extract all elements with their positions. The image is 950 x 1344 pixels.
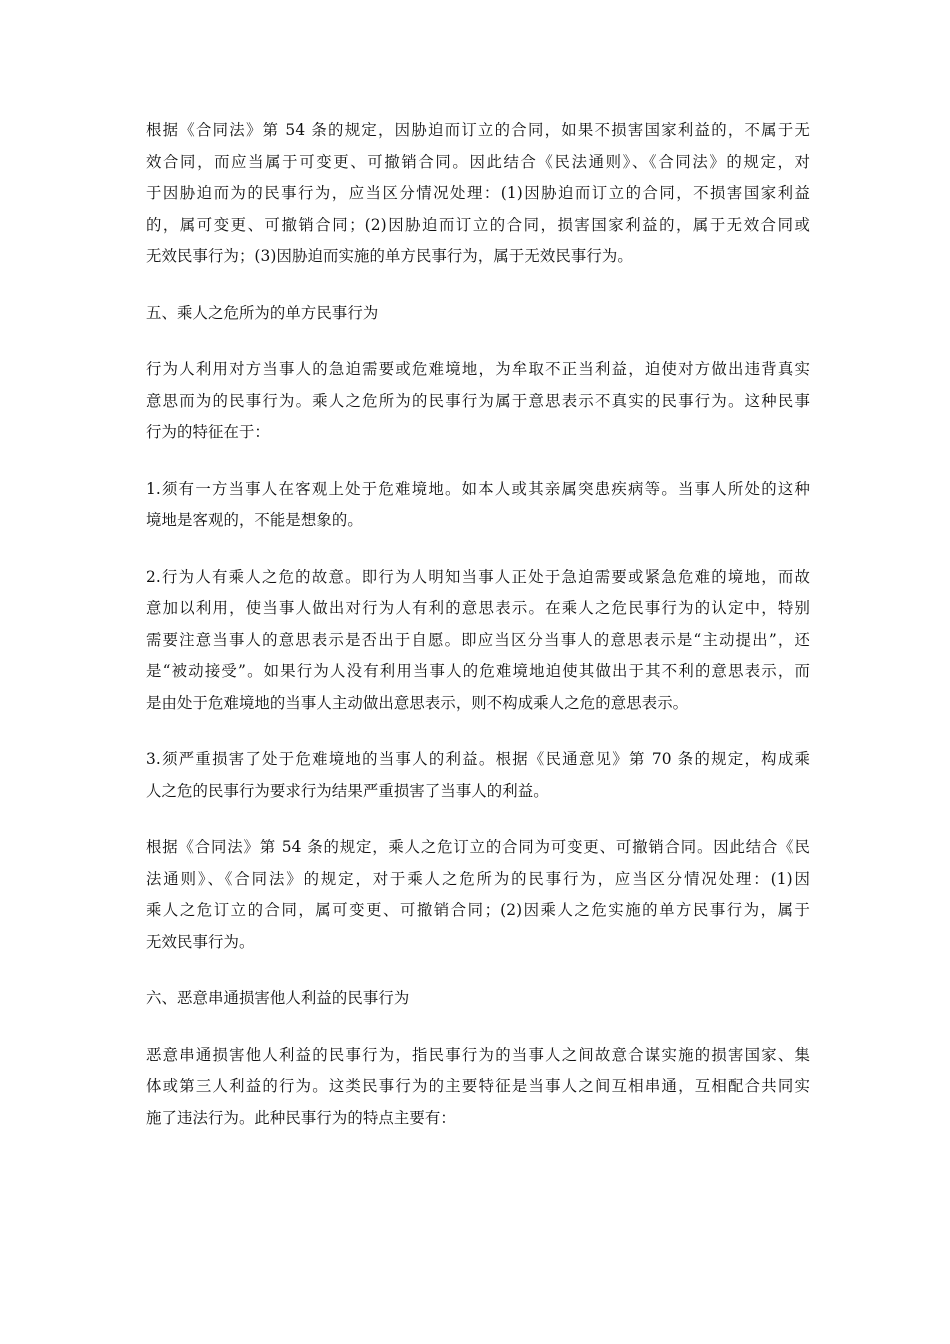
text-line: 意加以利用，使当事人做出对行为人有利的意思表示。在乘人之危民事行为的认定中，特别: [146, 599, 810, 617]
text-line: 施了违法行为。此种民事行为的特点主要有：: [146, 1108, 456, 1127]
text-line: 无效民事行为。: [146, 932, 255, 951]
text-line: 境地是客观的，不能是想象的。: [146, 511, 363, 529]
text-line: 是由处于危难境地的当事人主动做出意思表示，则不构成乘人之危的意思表示。: [146, 693, 689, 712]
paragraph-feature-1: [146, 474, 810, 537]
paragraph-collusion-definition: [146, 1040, 810, 1135]
text-line: 体或第三人利益的行为。这类民事行为的主要特征是当事人之间互相串通，互相配合共同实: [146, 1077, 810, 1095]
paragraph-feature-3: [146, 744, 810, 807]
text-line: 根据《合同法》第 54 条的规定，乘人之危订立的合同为可变更、可撤销合同。因此结合《民: [146, 838, 810, 856]
text-line: 效合同，而应当属于可变更、可撤销合同。因此结合《民法通则》、《合同法》的规定，对: [146, 152, 810, 171]
section-heading-5: 五、乘人之危所为的单方民事行为: [146, 303, 379, 322]
text-line: 需要注意当事人的意思表示是否出于自愿。即应当区分当事人的意思表示是“主动提出”，还: [146, 630, 810, 649]
text-line: 2.行为人有乘人之危的故意。即行为人明知当事人正处于急迫需要或紧急危难的境地，而故: [146, 567, 810, 586]
text-line: 根据《合同法》第 54 条的规定，因胁迫而订立的合同，如果不损害国家利益的，不属于无: [146, 121, 810, 139]
text-line: 的，属可变更、可撤销合同；(2)因胁迫而订立的合同，损害国家利益的，属于无效合同或: [146, 215, 810, 234]
paragraph-exploitation-handling: [146, 832, 810, 958]
text-line: 行为人利用对方当事人的急迫需要或危难境地，为牟取不正当利益，迫使对方做出违背真实: [146, 360, 810, 378]
text-line: 行为的特征在于：: [146, 423, 270, 441]
paragraph-feature-2: [146, 562, 810, 720]
text-line: 3.须严重损害了处于危难境地的当事人的利益。根据《民通意见》第 70 条的规定，构成乘: [146, 750, 810, 768]
paragraph-exploitation-definition: [146, 354, 810, 449]
text-line: 意思而为的民事行为。乘人之危所为的民事行为属于意思表示不真实的民事行为。这种民事: [146, 391, 810, 410]
text-line: 人之危的民事行为要求行为结果严重损害了当事人的利益。: [146, 781, 549, 800]
section-heading-6: 六、恶意串通损害他人利益的民事行为: [146, 989, 410, 1007]
text-line: 无效民事行为；(3)因胁迫而实施的单方民事行为，属于无效民事行为。: [146, 247, 633, 265]
paragraph-duress-contract-handling: [146, 115, 810, 273]
document-page: [146, 115, 810, 1159]
text-line: 法通则》、《合同法》的规定，对于乘人之危所为的民事行为，应当区分情况处理：(1)因: [146, 869, 810, 888]
text-line: 恶意串通损害他人利益的民事行为，指民事行为的当事人之间故意合谋实施的损害国家、集: [146, 1045, 810, 1064]
text-line: 1.须有一方当事人在客观上处于危难境地。如本人或其亲属突患疾病等。当事人所处的这种: [146, 479, 810, 498]
text-line: 于因胁迫而为的民事行为，应当区分情况处理：(1)因胁迫而订立的合同，不损害国家利益: [146, 184, 810, 202]
text-line: 乘人之危订立的合同，属可变更、可撤销合同；(2)因乘人之危实施的单方民事行为，属于: [146, 901, 810, 919]
text-line: 是“被动接受”。如果行为人没有利用当事人的危难境地迫使其做出于其不利的意思表示，而: [146, 662, 810, 680]
